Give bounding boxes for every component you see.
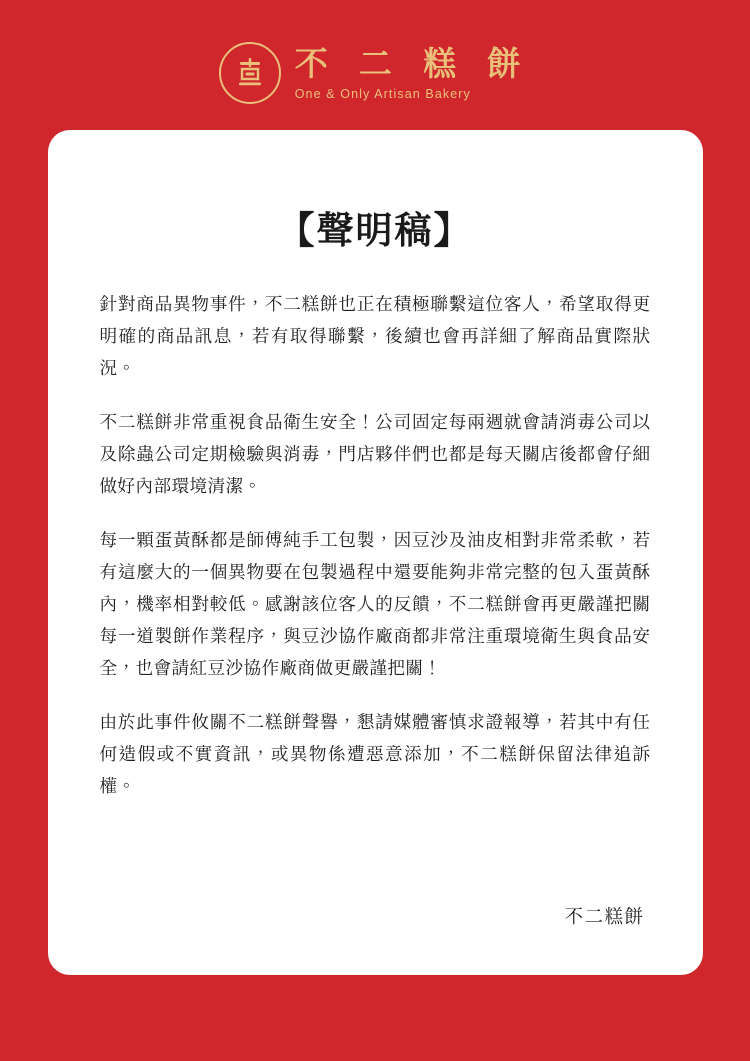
brand-name: 不 二 糕 餅 — [294, 45, 532, 83]
statement-paragraph: 由於此事件攸關不二糕餅聲譽，懇請媒體審慎求證報導，若其中有任何造假或不實資訊，或異物係遭惡意添加，不二糕餅保留法律追訴權。 — [99, 712, 651, 797]
statement-paragraph: 針對商品異物事件，不二糕餅也正在積極聯繫這位客人，希望取得更明確的商品訊息，若有取得聯繫，後續也會再詳細了解商品實際狀況。 — [99, 294, 651, 379]
bakery-seal-icon — [219, 42, 281, 104]
page-title: 【聲明稿】 — [277, 210, 473, 251]
statement-paragraph: 每一顆蛋黃酥都是師傅純手工包製，因豆沙及油皮相對非常柔軟，若有這麼大的一個異物要在包製過程中還要能夠非常完整的包入蛋黃酥內，機率相對較低。感謝該位客人的反饋，不二糕餅會再更嚴謹把關每一道製餅作業程序，與豆沙協作廠商都非常注重環境衛生與食品安全，也會請紅豆沙協作廠商做更嚴謹把關！ — [99, 530, 651, 679]
statement-signature: 不二糕餅 — [564, 906, 645, 927]
brand-text — [295, 45, 532, 101]
brand-header — [219, 42, 532, 104]
statement-body — [100, 288, 651, 824]
statement-card — [48, 130, 703, 975]
brand-tagline: One & Only Artisan Bakery — [294, 86, 471, 101]
statement-paragraph: 不二糕餅非常重視食品衛生安全！公司固定每兩週就會請消毒公司以及除蟲公司定期檢驗與消毒，門店夥伴們也都是每天關店後都會仔細做好內部環境清潔。 — [99, 412, 651, 497]
